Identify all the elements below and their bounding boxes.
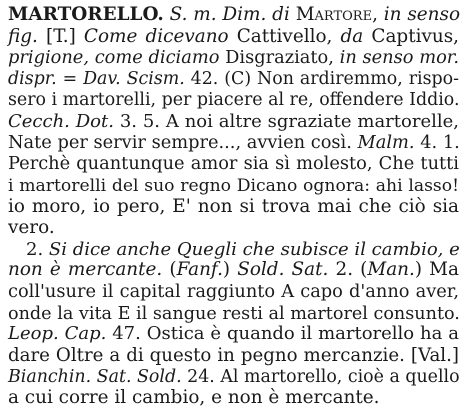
italic-text: Fanf. [176, 259, 223, 281]
body-text: 4. 1. [414, 131, 460, 153]
body-text: a cui corre il cambio, e non è mercante. [8, 387, 380, 408]
body-text: dare Oltre a di questo in pegno mercanzie. [Val.] [8, 344, 459, 366]
entry-line [8, 322, 459, 346]
entry-line [8, 131, 459, 155]
body-text: Disgraziato, [225, 47, 340, 69]
body-text: = [56, 68, 84, 89]
cross-reference: Martore [295, 4, 373, 25]
body-text: ) Ma [414, 259, 459, 281]
body-text: 2. [26, 238, 49, 260]
body-text: 47. Ostica è quando il martorello ha a [106, 323, 459, 345]
body-text: ) [222, 259, 238, 281]
entry-line [8, 258, 459, 282]
body-text: 24. Al martorello, cioè a quello [181, 367, 460, 388]
headword: MARTORELLO. [8, 4, 164, 25]
italic-text: in senso mor. [339, 47, 459, 69]
italic-text: Bianchin. Sat. Sold. [8, 367, 182, 388]
italic-text: dispr. [8, 68, 57, 89]
body-text: , [372, 4, 384, 25]
body-text: 3. 5. A noi altre sgraziate martorelle, [113, 111, 459, 133]
body-text: vero. [8, 217, 55, 239]
italic-text: non è mercante. [8, 259, 163, 281]
entry-line [8, 3, 459, 27]
entry-line [8, 25, 459, 49]
italic-text: Leop. Cap. [8, 323, 107, 345]
italic-text: Dav. Scism. [83, 68, 185, 89]
body-text: sero i martorelli, per piacere al re, offendere Iddio. [8, 90, 460, 111]
italic-text: S. m. Dim. di [163, 4, 296, 25]
body-text: ( [162, 259, 177, 281]
italic-text: Malm. [357, 131, 415, 153]
italic-text: Cecch. Dot. [8, 111, 114, 133]
body-text: Perchè quantunque amor sia sì molesto, Che tutti [8, 153, 459, 175]
entry-line [8, 344, 459, 368]
entry-line [8, 386, 459, 410]
italic-text: Sold. Sat. [237, 259, 329, 281]
entry-line [8, 88, 459, 112]
body-text: Nate per servir sempre..., avvien così. [8, 131, 358, 153]
italic-text: Si dice anche Quegli che subisce il cambio, e [48, 238, 460, 260]
italic-text: Come dicevano [83, 25, 237, 47]
italic-text: in senso [383, 4, 461, 25]
italic-text: fig. [8, 25, 38, 47]
entry-line [8, 216, 459, 240]
body-text: io moro, io pero, E' non si trova mai che ciò sia [8, 195, 459, 217]
body-text: onde la vita E il sangue resti al martorel consunto. [8, 303, 460, 324]
entry-line [8, 67, 459, 91]
body-text: i martorelli del suo regno Dicano ognora: ahi lasso! [8, 175, 459, 196]
body-text: [T.] [37, 25, 84, 47]
body-text: Cattivello, [236, 25, 341, 47]
entry-line [8, 280, 459, 304]
body-text: Captivus, [371, 25, 459, 47]
body-text: 2. ( [328, 259, 368, 281]
body-text: coll'usure il capital raggiunto A capo d'anno aver, [8, 280, 459, 302]
body-text: 42. (C) Non ardiremmo, rispo- [184, 68, 459, 89]
entry-line [8, 195, 459, 219]
italic-text: Man. [367, 259, 415, 281]
entry-line [8, 152, 459, 176]
italic-text: prigione, come diciamo [8, 47, 226, 69]
italic-text: da [340, 25, 372, 47]
